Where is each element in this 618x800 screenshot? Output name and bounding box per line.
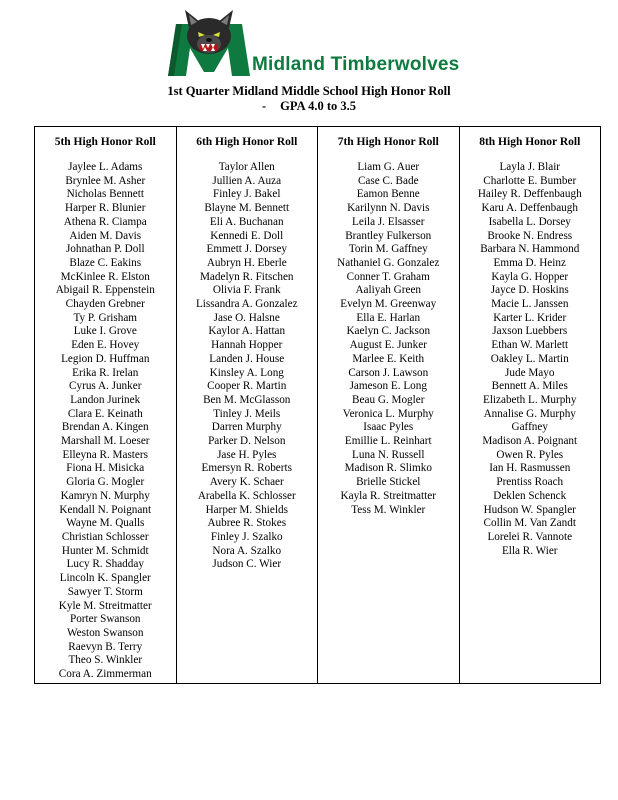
student-name: Wayne M. Qualls [66,517,145,530]
student-name: Kinsley A. Long [209,366,284,379]
student-name: Theo S. Winkler [68,654,143,667]
student-name: Lissandra A. Gonzalez [195,298,298,311]
student-name: Nora A. Szalko [212,544,282,557]
student-name: Jaylee L. Adams [68,161,143,173]
student-name: Gaffney [511,421,548,434]
student-name: Aiden M. Davis [69,229,142,242]
student-name: Veronica L. Murphy [342,407,434,420]
student-name: Aaliyah Green [355,284,422,297]
student-name: Brantley Fulkerson [345,229,432,242]
student-name: Karter L. Krider [493,311,567,324]
student-name: Luke I. Grove [73,325,137,338]
student-name: Lincoln K. Spangler [59,572,151,585]
student-name: Harper M. Shields [205,503,288,516]
student-name: Ian H. Rasmussen [489,462,571,475]
student-name: Madelyn R. Fitschen [199,270,294,283]
grade-column-8th [459,127,601,684]
page-subtitle [0,99,618,114]
student-name: Hudson W. Spangler [483,503,576,516]
student-name: Macie L. Janssen [491,298,569,311]
school-logo [164,10,464,82]
student-name: Evelyn M. Greenway [340,298,437,311]
student-name: Emersyn R. Roberts [201,462,292,475]
student-name: Liam G. Auer [357,161,420,173]
student-name: Kayla R. Streitmatter [340,489,436,502]
student-name: Emillie L. Reinhart [344,435,432,448]
student-name: Leila J. Elsasser [352,215,425,228]
page-title: 1st Quarter Midland Middle School High Honor Roll [167,84,451,98]
student-name: Abigail R. Eppenstein [55,284,155,297]
student-name: Chayden Grebner [65,298,145,311]
student-name: Clara E. Keinath [67,407,143,420]
student-name: Owen R. Pyles [496,448,564,461]
student-name: Parker D. Nelson [208,435,286,448]
student-name: Jase O. Halsne [213,311,280,324]
student-name: Elizabeth L. Murphy [482,393,577,406]
honor-roll-table [34,126,601,684]
grade-column-7th [318,127,460,684]
student-name: Hannah Hopper [211,339,283,352]
grade-column-5th [35,127,177,684]
student-name: Kyle M. Streitmatter [58,599,152,612]
student-name: Lorelei R. Vannote [487,530,573,543]
student-name: Jude Mayo [505,366,555,379]
student-name: Marshall M. Loeser [60,435,150,448]
student-name: Fiona H. Misicka [66,462,145,475]
logo-text: Midland Timberwolves [252,54,460,75]
student-name: Jameson E. Long [349,380,427,393]
student-name: Bennett A. Miles [491,380,568,393]
student-name: Porter Swanson [69,613,141,626]
student-name: Case C. Bade [357,174,419,187]
student-name: Charlotte E. Bumber [483,174,577,187]
student-name: Annalise G. Murphy [483,407,576,420]
student-name: Aubree R. Stokes [207,517,287,530]
student-name: Ty P. Grisham [73,311,138,324]
student-name: Gloria G. Mogler [66,476,145,489]
student-name: Jullien A. Auza [212,174,282,187]
student-name: Taylor Allen [218,161,275,173]
student-name: Erika R. Irelan [72,366,139,379]
student-name: Elleyna R. Masters [62,448,148,461]
student-name: Ella R. Wier [501,544,558,557]
student-name: Sawyer T. Storm [67,585,143,598]
student-name: Arabella K. Schlosser [197,489,296,502]
student-name: Brielle Stickel [356,476,421,489]
student-name: Karu A. Deffenbaugh [481,202,578,215]
student-name: Torin M. Gaffney [348,243,428,256]
student-name: Kendall N. Poignant [59,503,152,516]
column-heading: 6th High Honor Roll [196,136,298,148]
student-name: Jase H. Pyles [217,448,277,461]
student-name: McKinlee R. Elston [60,270,150,283]
student-name: Athena R. Ciampa [63,215,147,228]
name-list [460,161,601,558]
student-name: Karilynn N. Davis [347,202,430,215]
student-name: Carson J. Lawson [348,366,429,379]
student-name: Marlee E. Keith [352,352,425,365]
grade-column-6th [176,127,318,684]
student-name: Kaylor A. Hattan [208,325,286,338]
student-name: Blayne M. Bennett [204,202,290,215]
student-name: Beau G. Mogler [352,393,425,406]
student-name: Jayce D. Hoskins [490,284,569,297]
student-name: Judson C. Wier [212,558,282,571]
student-name: Ben M. McGlasson [203,393,291,406]
student-name: Brendan A. Kingen [61,421,149,434]
student-name: Darren Murphy [211,421,282,434]
student-name: Finley J. Bakel [213,188,281,201]
student-name: Deklen Schenck [493,489,567,502]
column-heading: 5th High Honor Roll [54,136,156,148]
student-name: Nicholas Bennett [66,188,144,201]
student-name: Blaze C. Eakins [69,256,142,269]
name-list [35,161,176,682]
student-name: Tinley J. Meils [213,407,281,420]
student-name: Landon Jurinek [70,393,141,406]
student-name: Luna N. Russell [352,448,425,461]
student-name: Eli A. Buchanan [209,215,284,228]
student-name: Emma D. Heinz [493,256,566,269]
student-name: Barbara N. Hammond [480,243,580,256]
student-name: Cooper R. Martin [207,380,287,393]
student-name: August E. Junker [349,339,427,352]
student-name: Hunter M. Schmidt [61,544,149,557]
student-name: Madison A. Poignant [482,435,578,448]
student-name: Kaelyn C. Jackson [346,325,431,338]
student-name: Eamon Benne [356,188,420,201]
student-name: Brynlee M. Asher [65,174,146,187]
student-name: Layla J. Blair [499,161,561,173]
student-name: Harper R. Blunier [65,202,146,215]
student-name: Isabella L. Dorsey [488,215,571,228]
student-name: Cora A. Zimmerman [58,668,152,681]
column-heading: 8th High Honor Roll [479,136,581,148]
name-list [177,161,318,572]
student-name: Eden E. Hovey [71,339,140,352]
column-heading: 7th High Honor Roll [337,136,439,148]
student-name: Conner T. Graham [346,270,430,283]
student-name: Oakley L. Martin [490,352,569,365]
student-name: Jaxson Luebbers [492,325,568,338]
student-name: Kennedi E. Doll [210,229,284,242]
student-name: Landen J. House [209,352,285,365]
student-name: Christian Schlosser [61,530,149,543]
student-name: Kayla G. Hopper [491,270,569,283]
subtitle-text: GPA 4.0 to 3.5 [280,99,356,113]
student-name: Weston Swanson [67,626,144,639]
name-list [318,161,459,517]
student-name: Kamryn N. Murphy [60,489,150,502]
student-name: Olivia F. Frank [212,284,281,297]
student-name: Collin M. Van Zandt [483,517,576,530]
student-name: Johnathan P. Doll [65,243,145,256]
student-name: Prentiss Roach [496,476,564,489]
student-name: Madison R. Slimko [344,462,432,475]
student-name: Legion D. Huffman [61,352,150,365]
student-name: Aubryn H. Eberle [206,256,287,269]
student-name: Lucy R. Shadday [66,558,144,571]
student-name: Tess M. Winkler [351,503,426,516]
student-name: Raevyn B. Terry [68,640,143,653]
student-name: Emmett J. Dorsey [206,243,287,256]
student-name: Isaac Pyles [363,421,414,434]
student-name: Hailey R. Deffenbaugh [477,188,582,201]
student-name: Avery K. Schaer [209,476,284,489]
subtitle-dash: - [262,99,267,113]
student-name: Ella E. Harlan [356,311,421,324]
student-name: Brooke N. Endress [487,229,573,242]
student-name: Finley J. Szalko [210,530,283,543]
student-name: Nathaniel G. Gonzalez [337,256,440,269]
student-name: Ethan W. Marlett [491,339,569,352]
student-name: Cyrus A. Junker [69,380,142,393]
